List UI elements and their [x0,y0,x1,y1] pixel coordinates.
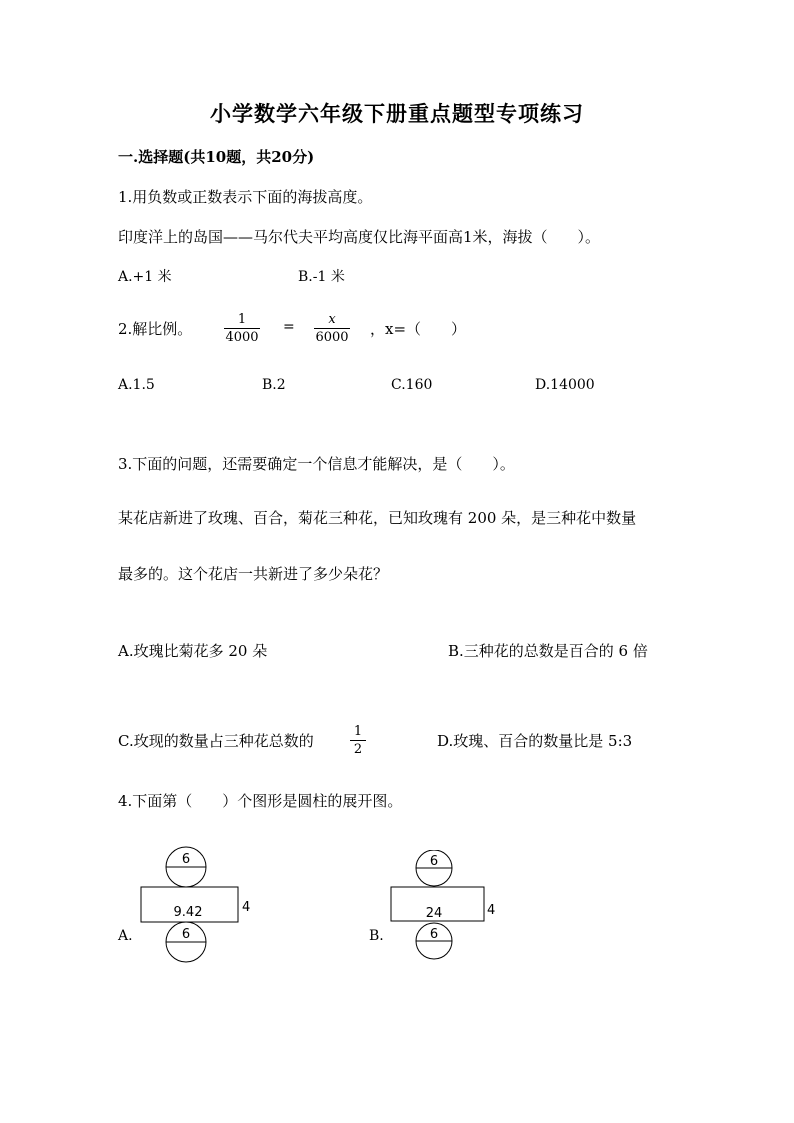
q4-figure-a [138,843,253,967]
q4-figure-b [388,850,500,968]
q3-line1: 某花店新进了玫瑰、百合，菊花三种花，已知玫瑰有 200 朵，是三种花中数量 [118,509,637,527]
q1-option-a: A.+1 米 [118,269,172,285]
q1-option-b: B.-1 米 [298,269,345,285]
fig-b-bottom-label: 6 [429,927,439,942]
q2-fraction-left [224,312,260,345]
q2-option-b: B.2 [262,377,286,393]
fig-b-rect-label: 24 [425,906,443,921]
q3-option-d: D.玫瑰、百合的数量比是 5:3 [437,732,633,750]
q3-option-a: A.玫瑰比菊花多 20 朵 [118,642,268,660]
q3-option-c-fraction [350,724,366,757]
q4-fig-b-label: B. [369,928,384,944]
fig-b-side-label: 4 [487,903,496,918]
q2-frac1-num: 1 [237,312,247,327]
q2-frac2-num: x [328,312,336,327]
q2-frac1-den: 4000 [225,330,259,345]
q2-option-d: D.14000 [535,377,595,393]
fig-a-top-label: 6 [181,852,191,867]
q2-suffix: ，x=（ ） [370,320,467,338]
q3-option-c: C.玫现的数量占三种花总数的 [118,732,314,750]
q4-fig-a-label: A. [118,928,133,944]
q1-stem: 1.用负数或正数表示下面的海拔高度。 [118,188,373,206]
q3-option-b: B.三种花的总数是百合的 6 倍 [448,642,648,660]
q4-stem: 4.下面第（ ）个图形是圆柱的展开图。 [118,792,403,810]
fig-a-side-label: 4 [242,900,251,915]
page-title: 小学数学六年级下册重点题型专项练习 [210,101,584,126]
fig-a-rect-label: 9.42 [173,905,203,920]
q3-optc-frac-den: 2 [353,742,363,757]
q2-prefix: 2.解比例。 [118,320,193,338]
fig-b-top-label: 6 [429,854,439,869]
fig-a-bottom-label: 6 [181,927,191,942]
q2-equals: = [283,319,295,335]
q1-text: 印度洋上的岛国——马尔代夫平均高度仅比海平面高1米，海拔（ ）。 [118,228,601,246]
q3-line2: 最多的。这个花店一共新进了多少朵花？ [118,565,389,583]
q3-stem: 3.下面的问题，还需要确定一个信息才能解决，是（ ）。 [118,455,515,473]
q3-optc-frac-num: 1 [353,724,363,739]
q2-option-a: A.1.5 [118,377,155,393]
section-heading: 一.选择题(共10题，共20分) [118,148,315,166]
q2-option-c: C.160 [391,377,433,393]
q2-fraction-right [314,312,350,345]
q2-frac2-den: 6000 [315,330,349,345]
